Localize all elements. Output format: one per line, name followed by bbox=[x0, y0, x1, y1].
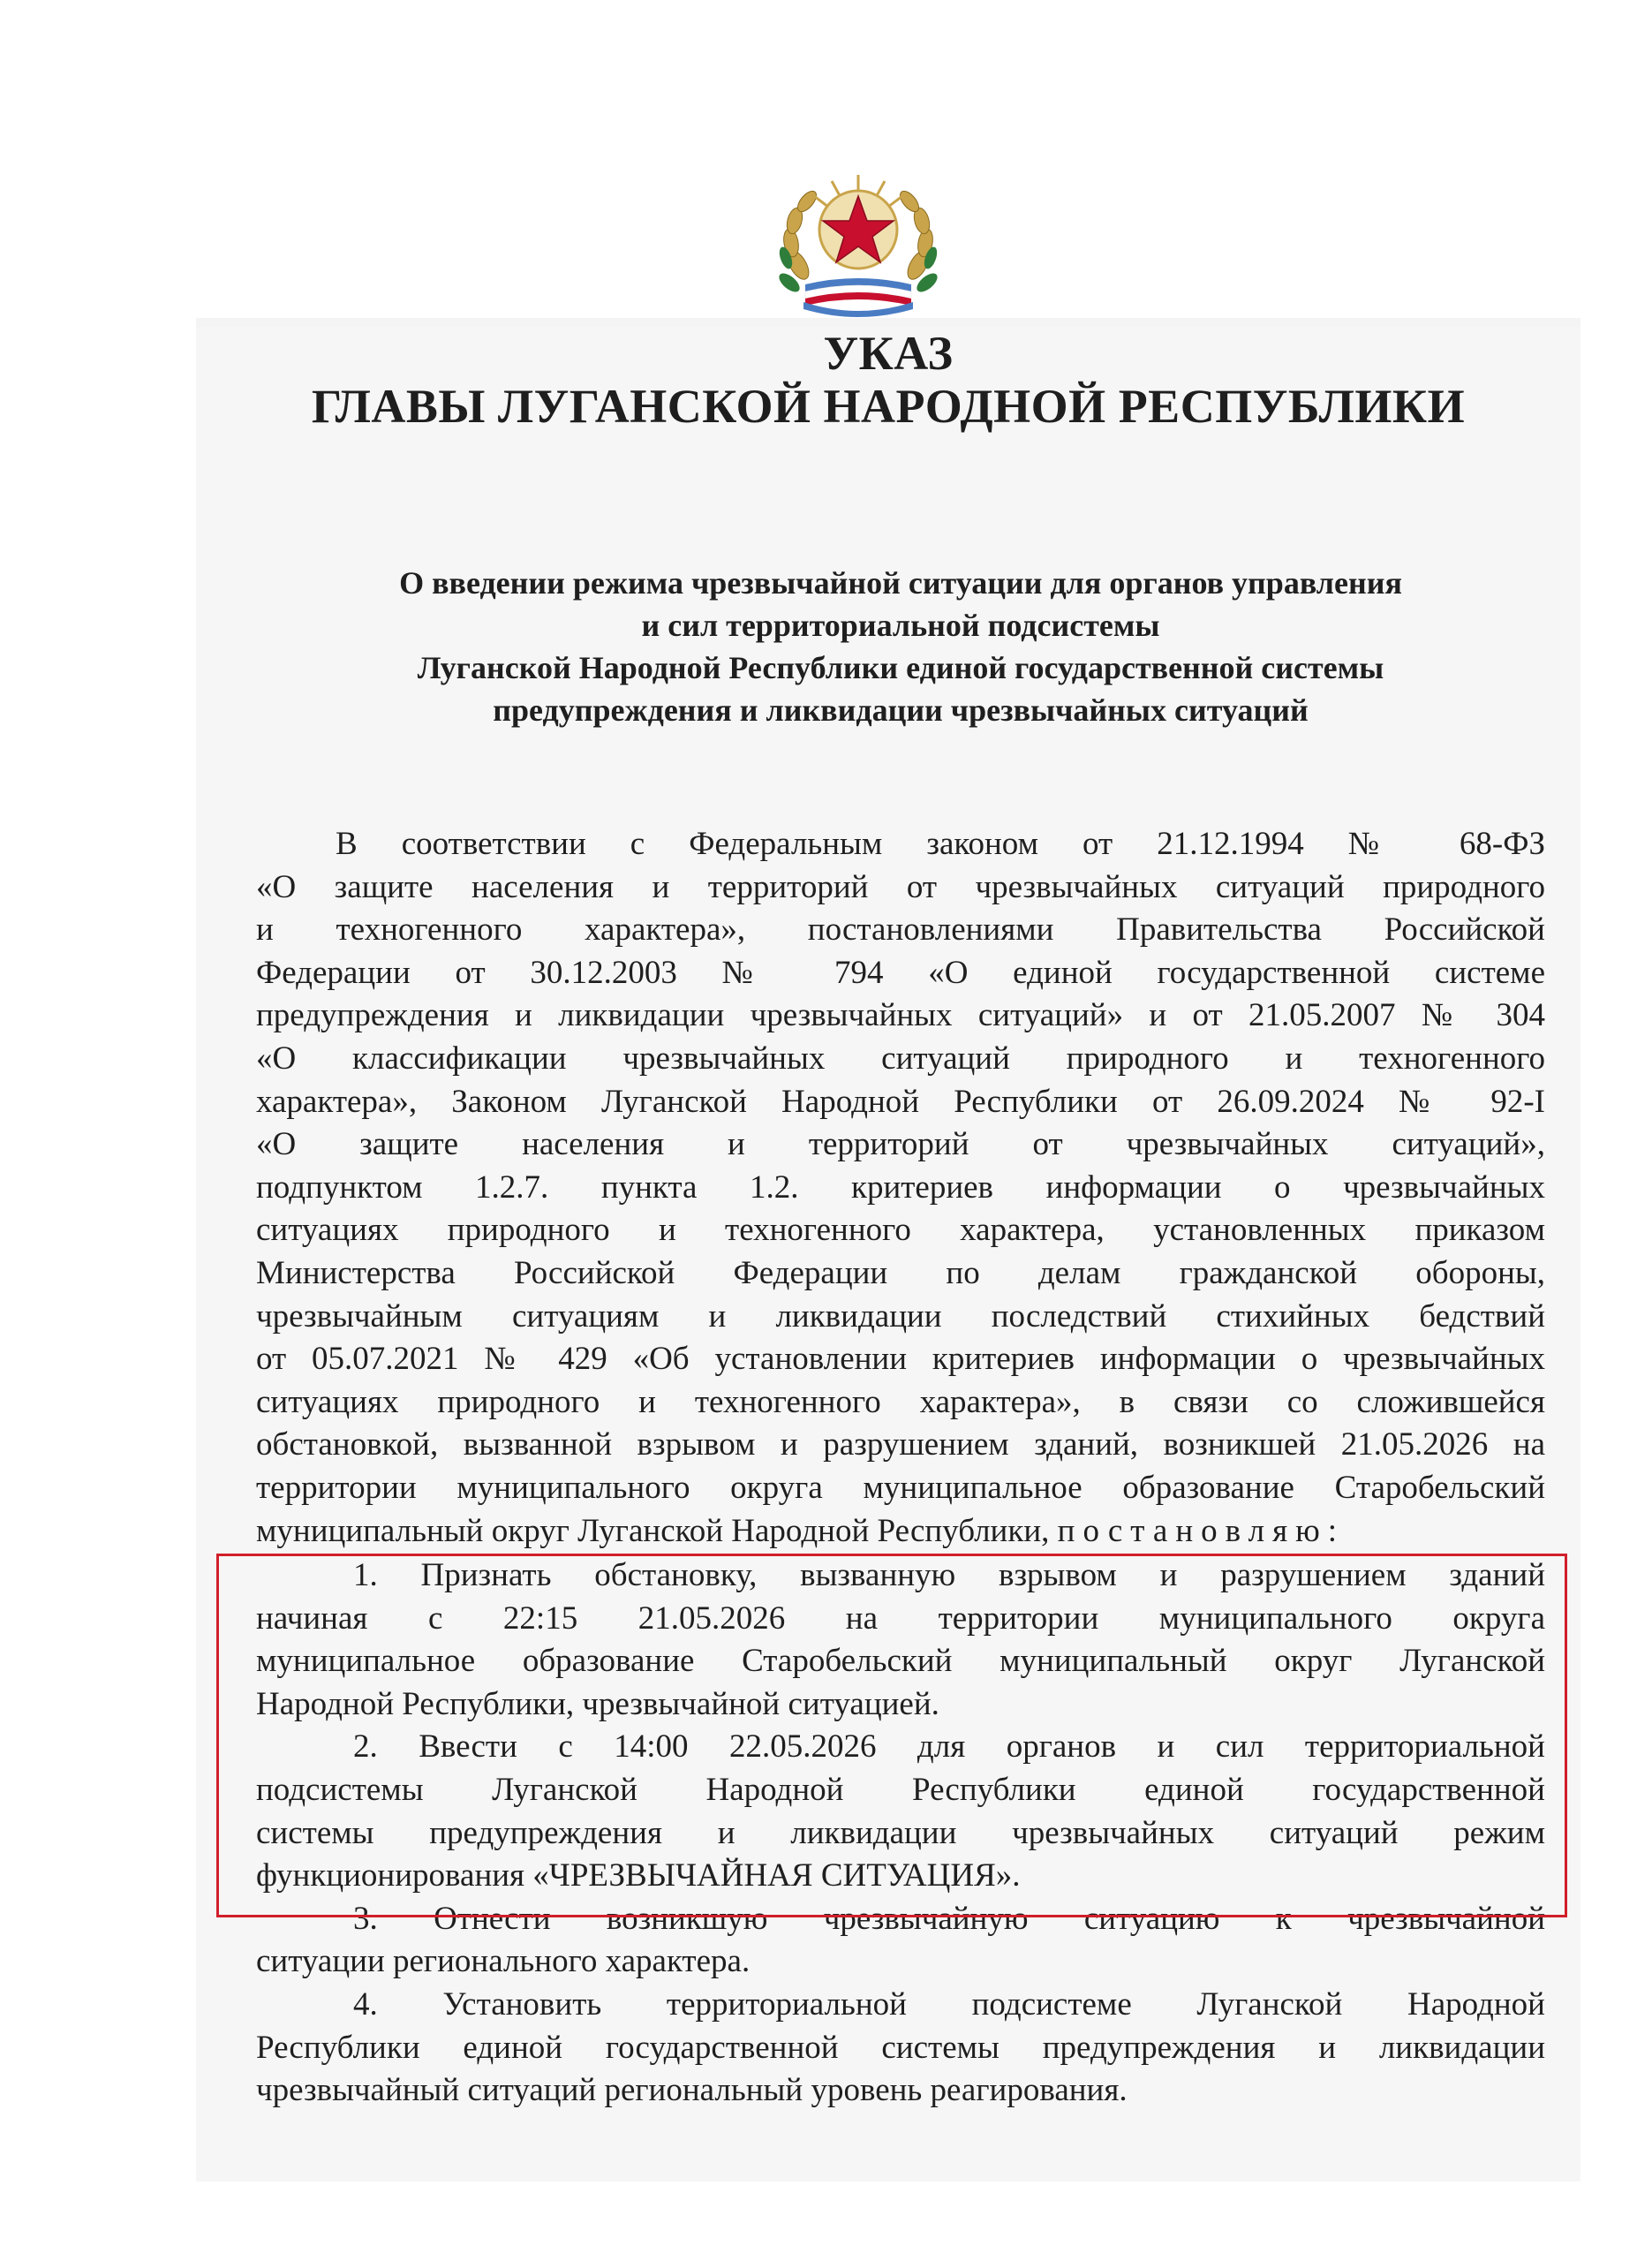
preamble-line: подпунктом 1.2.7. пункта 1.2. критериев информации о чрезвычайных bbox=[256, 1168, 1545, 1206]
preamble-line: В соответствии с Федеральным законом от 21.12.1994 № 68-ФЗ bbox=[336, 826, 1545, 862]
decree-heading: УКАЗ bbox=[823, 327, 954, 380]
title-line: и сил территориальной подсистемы bbox=[641, 608, 1160, 643]
preamble-line: предупреждения и ликвидации чрезвычайных ситуаций» и от 21.05.2007 № 304 bbox=[256, 997, 1545, 1034]
item-2-line: системы предупреждения и ликвидации чрезвычайных ситуаций режим bbox=[256, 1814, 1545, 1851]
item-4-line: Республики единой государственной системы предупреждения и ликвидации bbox=[256, 2029, 1545, 2066]
item-3-line: ситуации регионального характера. bbox=[256, 1943, 751, 1980]
issuer-heading: ГЛАВЫ ЛУГАНСКОЙ НАРОДНОЙ РЕСПУБЛИКИ bbox=[311, 380, 1466, 433]
preamble-line: ситуациях природного и техногенного характера, установленных приказом bbox=[256, 1212, 1545, 1249]
item-2-line: функционирования «ЧРЕЗВЫЧАЙНАЯ СИТУАЦИЯ». bbox=[256, 1857, 1021, 1894]
coat-of-arms-emblem bbox=[779, 159, 938, 322]
decree-word: постановляю: bbox=[1057, 1512, 1346, 1549]
highlight-box bbox=[216, 1554, 1567, 1917]
preamble-line: чрезвычайным ситуациям и ликвидации последствий стихийных бедствий bbox=[256, 1297, 1545, 1335]
item-4-line: чрезвычайный ситуаций региональный уровень реагирования. bbox=[256, 2072, 1128, 2109]
preamble-line: Федерации от 30.12.2003 № 794 «О единой государственной системе bbox=[256, 954, 1545, 991]
preamble-line bbox=[256, 1510, 1545, 1554]
item-1-line: 1. Признать обстановку, вызванную взрывом и разрушением зданий bbox=[353, 1557, 1545, 1593]
title-line: О введении режима чрезвычайной ситуации для органов управления bbox=[399, 565, 1402, 601]
preamble-paragraph bbox=[256, 823, 1545, 1553]
item-1-line: Народной Республики, чрезвычайной ситуацией. bbox=[256, 1685, 939, 1722]
preamble-line: от 05.07.2021 № 429 «Об установлении критериев информации о чрезвычайных bbox=[256, 1341, 1545, 1378]
item-3-line: 3. Отнести возникшую чрезвычайную ситуацию к чрезвычайной bbox=[353, 1900, 1545, 1937]
preamble-line: Министерства Российской Федерации по делам гражданской обороны, bbox=[256, 1254, 1545, 1291]
decree-title bbox=[256, 562, 1545, 731]
preamble-line: территории муниципального округа муниципальное образование Старобельский bbox=[256, 1469, 1545, 1506]
item-1-line: начиная с 22:15 21.05.2026 на территории муниципального округа bbox=[256, 1599, 1545, 1637]
preamble-line: «О защите населения и территорий от чрезвычайных ситуаций», bbox=[256, 1126, 1545, 1163]
preamble-line: «О классификации чрезвычайных ситуаций природного и техногенного bbox=[256, 1040, 1545, 1077]
item-4-line: 4. Установить территориальной подсистеме Луганской Народной bbox=[353, 1985, 1545, 2023]
title-line: Луганской Народной Республики единой государственной системы bbox=[417, 650, 1384, 685]
item-2-line: 2. Ввести с 14:00 22.05.2026 для органов и сил территориальной bbox=[353, 1728, 1545, 1766]
preamble-line: «О защите населения и территорий от чрезвычайных ситуаций природного bbox=[256, 868, 1545, 905]
preamble-final-text: муниципальный округ Луганской Народной Республики, bbox=[256, 1512, 1050, 1549]
title-line: предупреждения и ликвидации чрезвычайных ситуаций bbox=[493, 692, 1309, 728]
preamble-line: обстановкой, вызванной взрывом и разрушением зданий, возникшей 21.05.2026 на bbox=[256, 1426, 1545, 1463]
item-1-line: муниципальное образование Старобельский муниципальный округ Луганской bbox=[256, 1643, 1545, 1680]
preamble-line: и техногенного характера», постановлениями Правительства Российской bbox=[256, 911, 1545, 949]
preamble-line: характера», Законом Луганской Народной Республики от 26.09.2024 № 92-I bbox=[256, 1083, 1545, 1120]
item-2-line: подсистемы Луганской Народной Республики единой государственной bbox=[256, 1771, 1545, 1808]
preamble-line: ситуациях природного и техногенного характера», в связи со сложившейся bbox=[256, 1383, 1545, 1420]
